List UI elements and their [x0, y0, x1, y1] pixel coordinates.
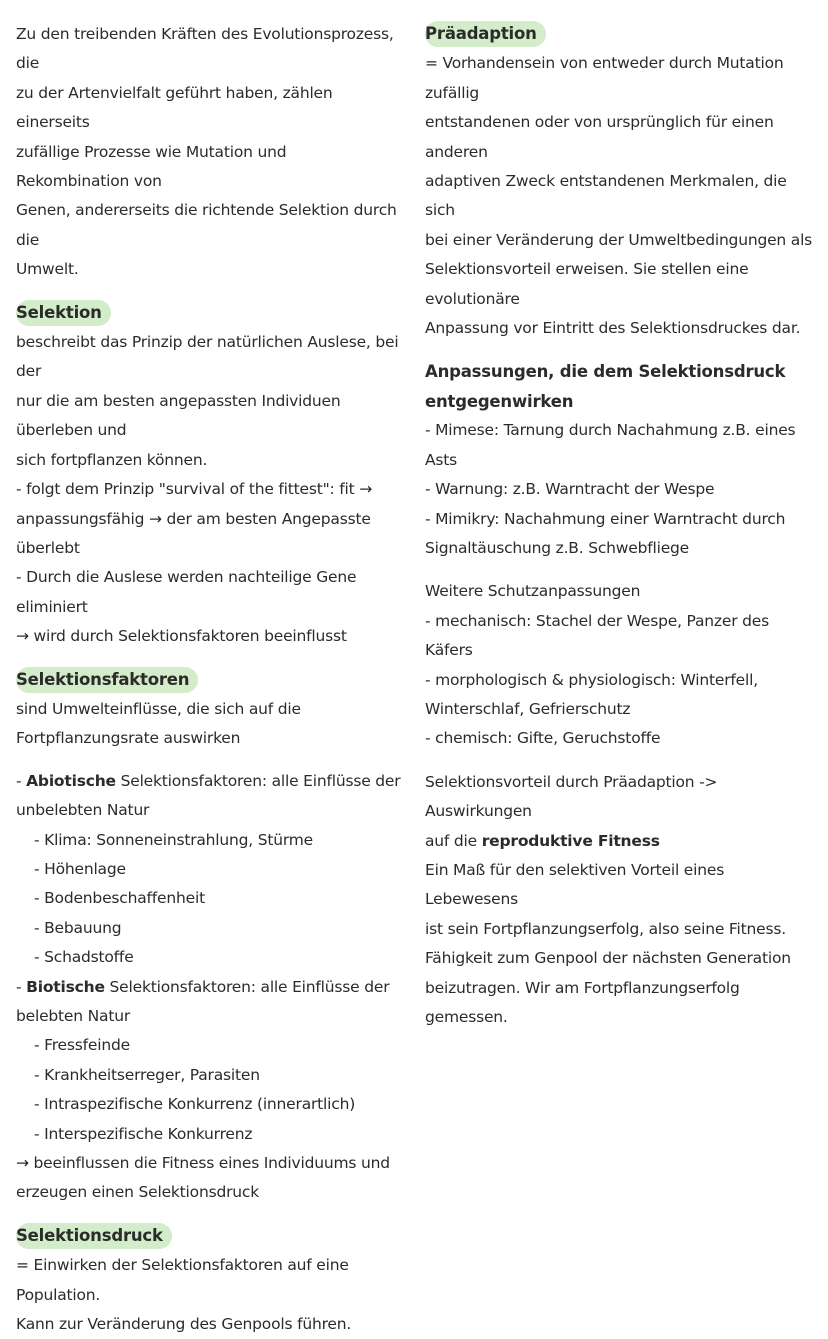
text-line: Selektionsvorteil erweisen. Sie stellen eine evolutionäre [425, 260, 749, 308]
fitness-prefix: auf die [425, 831, 482, 850]
text-line: anpassungsfähig → der am besten Angepasste überlebt [16, 509, 371, 557]
section-selektionsfaktoren [16, 666, 401, 1208]
text-line: - Mimese: Tarnung durch Nachahmung z.B. eines Asts [425, 421, 796, 469]
section-praeadaption [425, 20, 815, 343]
list-item: - Interspezifische Konkurrenz [34, 1124, 253, 1143]
text-line: Ein Maß für den selektiven Vorteil eines Lebewesens [425, 860, 725, 909]
text-line: Weitere Schutzanpassungen [425, 582, 641, 601]
section-schutzanpassungen [425, 577, 815, 753]
section-anpassungen [425, 357, 815, 563]
text-line: Fähigkeit zum Genpool der nächsten Generation [425, 949, 791, 968]
text-line: - Durch die Auslese werden nachteilige Gene eliminiert [16, 568, 357, 616]
dash: - [16, 771, 27, 790]
text-line: zu der Artenvielfalt geführt haben, zählen einerseits [16, 83, 333, 132]
section-selektion [16, 299, 401, 652]
text-line: zufällige Prozesse wie Mutation und Rekombination von [16, 142, 287, 191]
text-line: belebten Natur [16, 1007, 130, 1025]
abiotisch-line [16, 767, 401, 796]
text-line: Kann zur Veränderung des Genpools führen. [16, 1315, 352, 1334]
biotisch-line [16, 973, 401, 1002]
list-item: - Intraspezifische Konkurrenz (innerartlich) [34, 1095, 356, 1114]
text-line: - Warnung: z.B. Warntracht der Wespe [425, 480, 715, 499]
list-item: - Höhenlage [34, 859, 126, 878]
text-line: sich fortpflanzen können. [16, 450, 208, 469]
list-item: - Schadstoffe [34, 948, 134, 967]
biotisch-bold: Biotische [26, 977, 105, 996]
heading-anpassungen: Anpassungen, die dem Selektionsdruck [425, 362, 786, 382]
text-line: → beeinflussen die Fitness eines Individuums und [16, 1154, 390, 1173]
text-line: Selektionsvorteil durch Präadaption -> Auswirkungen [425, 772, 718, 821]
heading-selektion: Selektion [16, 300, 111, 326]
text-line: Genen, andererseits die richtende Selektion durch die [16, 201, 397, 249]
list-item: - Fressfeinde [34, 1036, 130, 1055]
heading-praeadaption: Präadaption [425, 21, 546, 47]
text-line: unbelebten Natur [16, 801, 150, 820]
text-line: = Einwirken der Selektionsfaktoren auf eine Population. [16, 1256, 349, 1304]
text-line: adaptiven Zweck entstandenen Merkmalen, die sich [425, 172, 787, 220]
text-line: beschreibt das Prinzip der natürlichen Auslese, bei der [16, 333, 399, 381]
list-item: - Bebauung [34, 918, 122, 937]
list-item: - Krankheitserreger, Parasiten [34, 1065, 260, 1084]
right-column [425, 20, 815, 1032]
heading-selektionsdruck: Selektionsdruck [16, 1223, 172, 1249]
text-line: Umwelt. [16, 260, 79, 279]
biotisch-rest: Selektionsfaktoren: alle Einflüsse der [104, 977, 390, 996]
left-column [16, 20, 401, 1339]
text-line: = Vorhandensein von entweder durch Mutation zufällig [425, 54, 784, 102]
text-line: Zu den treibenden Kräften des Evolutionsprozess, die [16, 25, 394, 73]
abiotisch-rest: Selektionsfaktoren: alle Einflüsse der [115, 771, 401, 790]
text-line: sind Umwelteinflüsse, die sich auf die [16, 699, 301, 718]
text-line: nur die am besten angepassten Individuen überleben und [16, 391, 341, 440]
text-line: Anpassung vor Eintritt des Selektionsdruckes dar. [425, 319, 801, 338]
list-item: - Bodenbeschaffenheit [34, 889, 205, 908]
text-line: entstandenen oder von ursprünglich für einen anderen [425, 113, 774, 161]
text-line: Fortpflanzungsrate auswirken [16, 729, 241, 748]
text-line: → wird durch Selektionsfaktoren beeinflusst [16, 627, 347, 646]
text-line: - morphologisch & physiologisch: Winterfell, [425, 670, 758, 689]
heading-selektionsfaktoren: Selektionsfaktoren [16, 667, 198, 693]
text-line: - chemisch: Gifte, Geruchstoffe [425, 729, 661, 748]
dash: - [16, 977, 27, 996]
section-fitness [425, 768, 815, 1033]
intro-paragraph [16, 20, 401, 285]
abiotisch-bold: Abiotische [26, 771, 116, 790]
section-selektionsdruck [16, 1222, 401, 1339]
list-item: - Klima: Sonneneinstrahlung, Stürme [34, 830, 314, 849]
fitness-bold: reproduktive Fitness [481, 831, 660, 850]
text-line: Signaltäuschung z.B. Schwebfliege [425, 538, 690, 557]
text-line: beizutragen. Wir am Fortpflanzungserfolg gemessen. [425, 978, 740, 1026]
heading-anpassungen-cont: entgegenwirken [425, 391, 574, 411]
text-line: - Mimikry: Nachahmung einer Warntracht durch [425, 509, 786, 528]
text-line: - mechanisch: Stachel der Wespe, Panzer des Käfers [425, 611, 769, 660]
text-line: bei einer Veränderung der Umweltbedingungen als [425, 230, 813, 249]
text-line: Winterschlaf, Gefrierschutz [425, 699, 631, 718]
text-line: erzeugen einen Selektionsdruck [16, 1183, 259, 1202]
text-line: - folgt dem Prinzip "survival of the fittest": fit → [16, 480, 373, 499]
text-line: ist sein Fortpflanzungserfolg, also seine Fitness. [425, 919, 786, 938]
fitness-line [425, 827, 815, 856]
